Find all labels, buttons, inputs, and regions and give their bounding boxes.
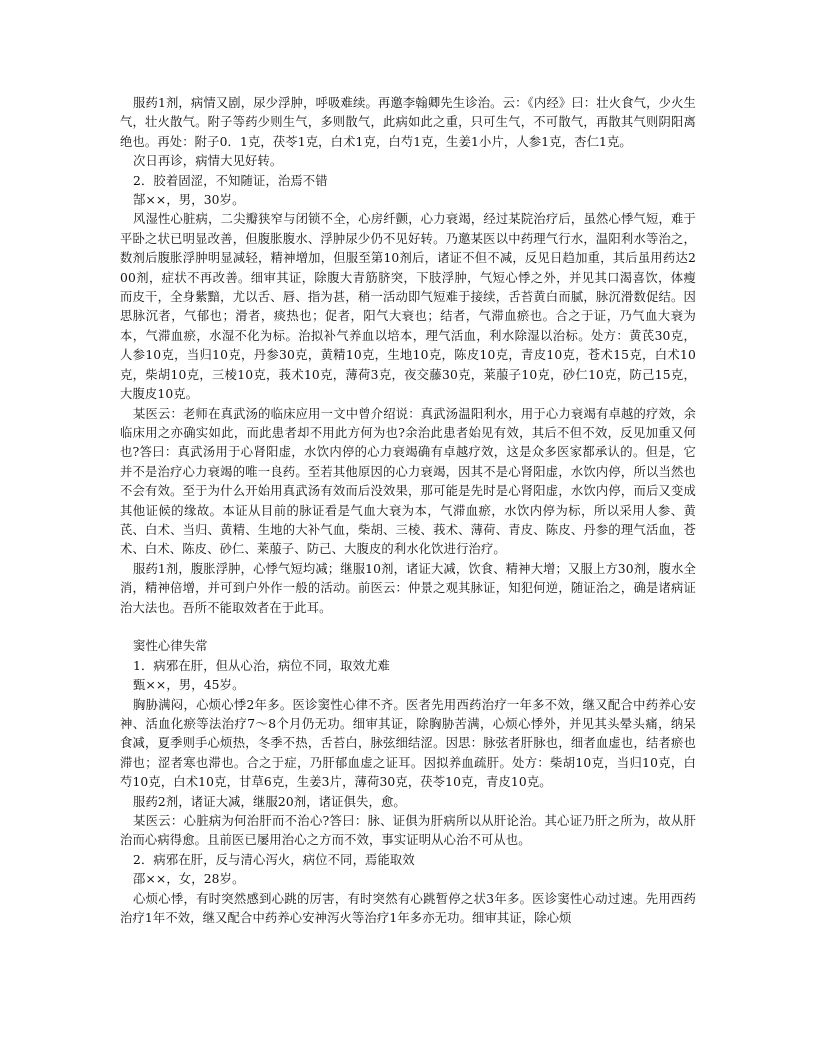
- paragraph: 次日再诊，病情大见好转。: [133, 154, 283, 169]
- paragraph: 某医云：心脏病为何治肝而不治心?答曰：脉、证俱为肝病所以从肝论治。其心证乃肝之所为，故从肝治而心病得愈。且前医已屡用治心之方而不效，事实证明从心治不可从也。: [120, 814, 696, 848]
- paragraph: 某医云：老师在真武汤的临床应用一文中曾介绍说：真武汤温阳利水，用于心力衰竭有卓越的疗效，余临床用之亦确实如此，而此患者却不用此方何为也?余治此患者始见有效，其后不但不效，反见加重又何也?答曰：真武汤用于心肾阳虚，水饮内停的心力衰竭确有卓越疗效，这是众多医家都承认的。但是，它并不是治疗心力衰竭的唯一良药。至若其他原因的心力衰竭，因其不是心肾阳虚，水饮内停，所以当然也不会有效。至于为什么开始用真武汤有效而后没效果，那可能是先时是心肾阳虚，水饮内停，而后又变成其他证候的缘故。本证从目前的脉证看是气血大衰为本，气滞血瘀，水饮内停为标，所以采用人参、黄芪、白术、当归、黄精、生地的大补气血，柴胡、三棱、莪术、薄荷、青皮、陈皮、丹参的理气活血，苍术、白术、陈皮、砂仁、莱菔子、防己、大腹皮的利水化饮进行治疗。: [120, 406, 696, 557]
- paragraph: 心烦心悸，有时突然感到心跳的厉害，有时突然有心跳暂停之状3年多。医诊窦性心动过速。先用西药治疗1年不效，继又配合中药养心安神泻火等治疗1年多亦无功。细审其证，除心烦: [120, 891, 696, 926]
- patient-line: 邵××，女，28岁。: [133, 872, 245, 887]
- case-heading: 2．胶着固涩，不知随证，治焉不错: [133, 173, 328, 188]
- section-title: 窦性心律失常: [133, 639, 208, 654]
- patient-line: 郜××，男，30岁。: [133, 193, 245, 208]
- case-heading: 1．病邪在肝，但从心治，病位不同，取效尤难: [133, 658, 390, 673]
- paragraph: 风湿性心脏病，二尖瓣狭窄与闭锁不全，心房纤颤，心力衰竭，经过某院治疗后，虽然心悸气短，难于平卧之状已明显改善，但腹胀腹水、浮肿尿少仍不见好转。乃邀某医以中药理气行水，温阳利水等治之，数剂后腹胀浮肿明显减轻，精神增加，但服至第10剂后，诸证不但不减，反见日趋加重，其后虽用药达200剂，症状不再改善。细审其证，除腹大青筋脐突，下肢浮肿，气短心悸之外，并见其口渴喜饮，体瘦而皮干，全身紫黯，尤以舌、唇、指为甚，稍一活动即气短难于接续，舌苔黄白而腻，脉沉滑数促结。因思脉沉者，气郁也；滑者，痰热也；促者，阳气大衰也；结者，气滞血瘀也。合之于证，乃气血大衰为本，气滞血瘀，水湿不化为标。治拟补气养血以培本，理气活血，利水除湿以治标。处方：黄芪30克，人参10克，当归10克，丹参30克，黄精10克，生地10克，陈皮10克，青皮10克，苍术15克，白术10克，柴胡10克，三棱10克，莪术10克，薄荷3克，夜交藤30克，莱菔子10克，砂仁10克，防己15克，大腹皮10克。: [120, 212, 696, 402]
- case-heading: 2．病邪在肝，反与清心泻火，病位不同，焉能取效: [133, 852, 415, 867]
- document-body: [120, 94, 696, 928]
- paragraph: 胸胁满闷，心烦心悸2年多。医诊窦性心律不齐。医者先用西药治疗一年多不效，继又配合中药养心安神、活血化瘀等法治疗7～8个月仍无功。细审其证，除胸胁苦满，心烦心悸外，并见其头晕头痛，纳呆食减，夏季则手心烦热，冬季不热，舌苔白，脉弦细结涩。因思：脉弦者肝脉也，细者血虚也，结者瘀也滞也；涩者寒也滞也。合之于症，乃肝郁血虚之证耳。因拟养血疏肝。处方：柴胡10克，当归10克，白芍10克，白术10克，甘草6克，生姜3片，薄荷30克，茯苓10克，青皮10克。: [120, 697, 696, 790]
- paragraph: 服药1剂，病情又剧，尿少浮肿，呼吸难续。再邀李翰卿先生诊治。云：《内经》曰：壮火食气，少火生气，壮火散气。附子等药少则生气，多则散气，此病如此之重，只可生气，不可散气，再散其气则阴阳离绝也。再处：附子0．1克，茯苓1克，白术1克，白芍1克，生姜1小片，人参1克，杏仁1克。: [120, 96, 696, 149]
- patient-line: 甄××，男，45岁。: [133, 678, 245, 693]
- paragraph: 服药2剂，诸证大减，继服20剂，诸证俱失，愈。: [133, 794, 406, 809]
- paragraph: 服药1剂，腹胀浮肿，心悸气短均减；继服10剂，诸证大减，饮食、精神大增；又服上方30剂，腹水全消，精神倍增，并可到户外作一般的活动。前医云：仲景之观其脉证，知犯何逆，随证治之，确是诸病证治大法也。吾所不能取效者在于此耳。: [120, 561, 696, 615]
